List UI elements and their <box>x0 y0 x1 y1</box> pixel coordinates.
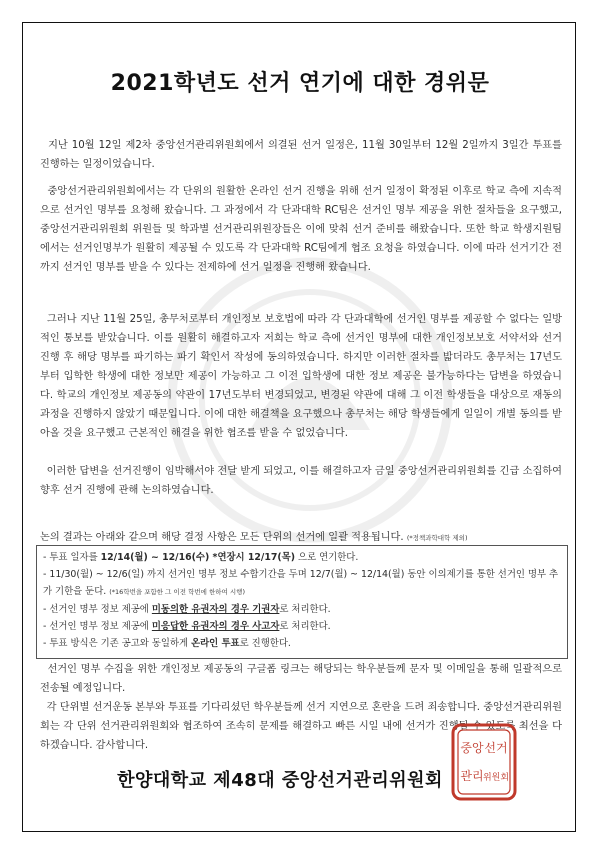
decision-item-2: - 11/30(월) ~ 12/6(일) 까지 선거인 명부 정보 수합기간을 두며 12/7(월) ~ 12/14(월) 동안 이의제기를 통한 선거인 명부 추가 기한을 둔다. (*16학번을 포함한 그 이전 학번에 한하여 시행) <box>43 569 559 597</box>
seal-text-2: 선거 <box>484 741 508 755</box>
paragraph-3: 그러나 지난 11월 25일, 총무처로부터 개인정보 보호법에 따라 각 단과대학에 선거인 명부를 제공할 수 없다는 일방적인 통보를 받았습니다. 이를 원활히 해결하고자 저희는 학교 측에 선거인 명부에 대한 개인정보보호 서약서와 선거 진행 후 해당 명부를 파기하는 파기 확인서 작성에 동의하였습니다. 하지만 이러한 절차를 밟더라도 총무처는 17년도부터 입학한 학생에 대한 정보만 제공이 가능하고 그 이전 입학생에 대한 정보 제공은 불가능하다는 답변을 하였습니다. 학교의 개인정보 제공동의 약관이 17년도부터 변경되었고, 변경된 약관에 대해 그 이전 학생들을 대상으로 재동의 과정을 진행하지 않았기 때문입니다. 이에 대한 해결책을 요구했으나 총무처는 해당 학생들에게 일일이 개별 동의를 받아올 것을 요구했고 근본적인 해결을 위한 협조를 받을 수 없었습니다. <box>40 314 566 439</box>
decision-item-1: - 투표 일자를 12/14(월) ~ 12/16(수) *연장시 12/17(목) 으로 연기한다. <box>43 552 359 563</box>
decision-box <box>36 545 568 659</box>
document-title: 2021학년도 선거 연기에 대한 경위문 <box>110 71 490 96</box>
decision-item-3: - 선거인 명부 정보 제공에 미동의한 유권자의 경우 기권자로 처리한다. <box>43 604 331 615</box>
seal-text-3: 관리 <box>460 769 484 783</box>
seal-text-4: 위원회 <box>482 773 510 783</box>
decision-note: (*정책과학대학 제외) <box>406 534 468 542</box>
seal-text-1: 중앙 <box>460 741 484 755</box>
official-seal-icon <box>450 722 518 802</box>
decision-item-4: - 선거인 명부 정보 제공에 미응답한 유권자의 경우 사고자로 처리한다. <box>43 621 331 632</box>
paragraph-1: 지난 10월 12일 제2차 중앙선거관리위원회에서 의결된 선거 일정은, 11월 30일부터 12월 2일까지 3일간 투표를 진행하는 일정이었습니다. <box>40 140 566 170</box>
paragraph-4: 이러한 답변을 선거진행이 임박해서야 전달 받게 되었고, 이를 해결하고자 금일 중앙선거관리위원회를 긴급 소집하여 향후 선거 진행에 관해 논의하였습니다. <box>40 466 566 496</box>
paragraph-5: 선거인 명부 수집을 위한 개인정보 제공동의 구글폼 링크는 해당되는 학우분들께 문자 및 이메일을 통해 일괄적으로 전송될 예정입니다. 각 단위별 선거운동 본부와 투표를 기다리셨던 학우분들께 선거 지연으로 혼란을 드려 죄송합니다. 중앙선거관리위원회는 각 단위 선거관리위원회와 협조하여 조속히 문제를 해결하고 빠른 시일 내에 선거가 진행될 수 있도록 최선을 다하겠습니다. 감사합니다. <box>40 664 563 751</box>
paragraph-2: 중앙선거관리위원회에서는 각 단위의 원활한 온라인 선거 진행을 위해 선거 일정이 확정된 이후로 학교 측에 지속적으로 선거인 명부를 요청해 왔습니다. 그 과정에서 각 단과대학 RC팀은 선거인 명부 제공을 위한 절차들을 요구했고, 중앙선거관리위원회 위원들 및 학과별 선거관리위원장들은 이에 맞춰 선거 준비를 해왔습니다. 또한 학교 학생지원팀에서는 선거인명부가 원활히 제공될 수 있도록 각 단과대학 RC팀에게 협조 요청을 하였습니다. 이에 따라 선거기간 전까지 선거인 명부를 받을 수 있다는 전제하에 선거 일정을 진행해 왔습니다. <box>40 186 566 273</box>
signature: 한양대학교 제48대 중앙선거관리위원회 <box>117 770 443 791</box>
decision-intro-text: 논의 결과는 아래와 같으며 해당 결정 사항은 모든 단위의 선거에 일괄 적용됩니다. <box>40 532 404 543</box>
decision-item-5: - 투표 방식은 기존 공고와 동일하게 온라인 투표로 진행한다. <box>43 638 291 649</box>
